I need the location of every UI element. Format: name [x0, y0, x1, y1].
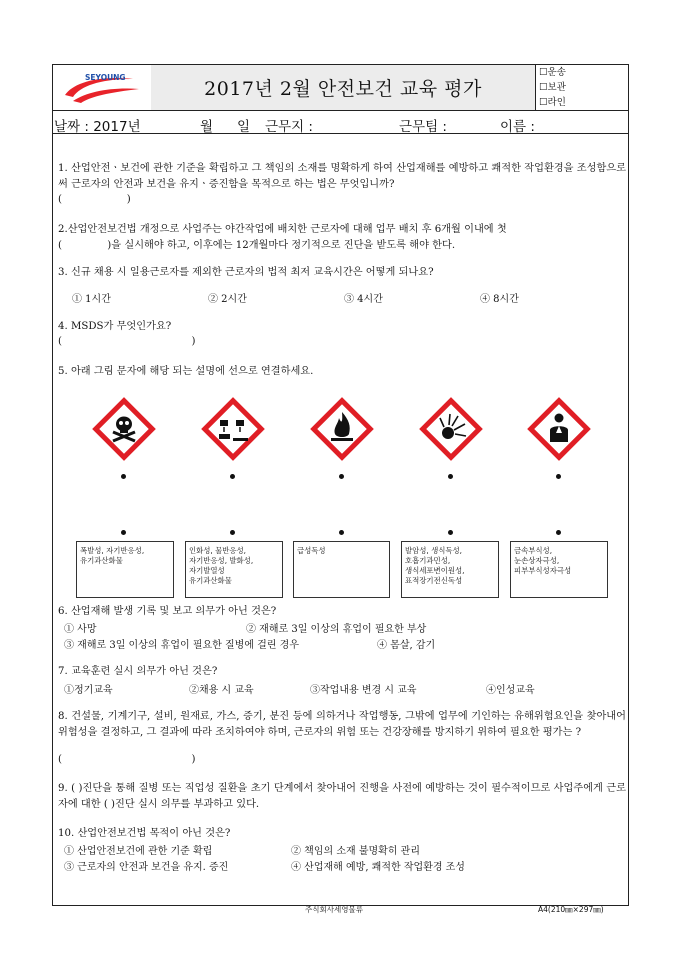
q3-option-2[interactable]: ② 2시간 [208, 294, 247, 305]
checkbox-storage[interactable]: ☐보관 [539, 82, 566, 93]
company-logo [53, 65, 152, 110]
description-dot[interactable] [448, 530, 453, 535]
name-label: 이름 : [500, 119, 535, 135]
corrosion-icon [200, 396, 266, 462]
checkbox-line[interactable]: ☐라인 [539, 97, 566, 108]
hazard-description-box: 금속부식성, 눈손상자극성, 피부부식성자극성 [510, 541, 608, 598]
description-dot[interactable] [556, 530, 561, 535]
question-1: 1. 산업안전ㆍ보건에 관한 기준을 확립하고 그 책임의 소재를 명확하게 하여 산업재해를 예방하고 쾌적한 작업환경을 조성함으로써 근로자의 안전과 보건을 유지ㆍ증진함을 목적으로 하는 법은 무엇입니까? [58, 163, 626, 190]
pictogram-dot[interactable] [339, 474, 344, 479]
question-9: 9. ( )진단을 통해 질병 또는 직업성 질환을 초기 단계에서 찾아내어 진행을 사전에 예방하는 것이 필수적이므로 사업주에게 근로자에 대한 ( )진단 실시 의무를 부과하고 있다. [58, 783, 626, 810]
hazard-description-box: 인화성, 물반응성, 자기반응성, 발화성, 자기발열성 유기과산화물 [185, 541, 283, 598]
q10-option-1[interactable]: ① 산업안전보건에 관한 기준 확립 [64, 846, 213, 857]
q6-option-1[interactable]: ① 사망 [64, 624, 97, 635]
header-table [52, 64, 629, 111]
question-7: 7. 교육훈련 실시 의무가 아닌 것은? [58, 666, 218, 677]
date-label: 날짜 : 2017년 [54, 119, 141, 135]
question-8-answer-blank[interactable]: ( ) [58, 754, 196, 765]
description-dot[interactable] [121, 530, 126, 535]
skull-crossbones-icon [91, 396, 157, 462]
q3-option-3[interactable]: ③ 4시간 [344, 294, 383, 305]
q7-option-4[interactable]: ④인성교육 [486, 685, 535, 696]
q7-option-3[interactable]: ③작업내용 변경 시 교육 [310, 685, 417, 696]
q10-option-2[interactable]: ② 책임의 소재 불명확히 관리 [291, 846, 420, 857]
question-5: 5. 아래 그림 문자에 해당 되는 설명에 선으로 연결하세요. [58, 366, 314, 377]
q3-option-4[interactable]: ④ 8시간 [480, 294, 519, 305]
pictogram-dot[interactable] [230, 474, 235, 479]
q7-option-1[interactable]: ①정기교육 [64, 685, 113, 696]
pictogram-dot[interactable] [448, 474, 453, 479]
hazard-description-box: 폭발성, 자기반응성, 유기과산화물 [76, 541, 174, 598]
footer-company: 주식회사세영물류 [305, 905, 363, 914]
q6-option-4[interactable]: ④ 몸살, 감기 [377, 640, 436, 651]
question-3: 3. 신규 채용 시 일용근로자를 제외한 근로자의 법적 최저 교육시간은 어떻게 되나요? [58, 267, 434, 278]
flame-icon [309, 396, 375, 462]
question-4-answer-blank[interactable]: ( ) [58, 336, 196, 347]
q3-option-1[interactable]: ① 1시간 [72, 294, 111, 305]
health-hazard-icon [526, 396, 592, 462]
q10-option-4[interactable]: ④ 산업재해 예방, 쾌적한 작업환경 조성 [291, 862, 465, 873]
question-2-line2: ( )을 실시해야 하고, 이후에는 12개월마다 정기적으로 진단을 받도록 해야 한다. [58, 240, 456, 251]
pictogram-dot[interactable] [556, 474, 561, 479]
exploding-bomb-icon [418, 396, 484, 462]
info-row [52, 112, 629, 134]
department-checkboxes [535, 65, 628, 110]
q6-option-2[interactable]: ② 재해로 3일 이상의 휴업이 필요한 부상 [246, 624, 427, 635]
pictogram-dot[interactable] [121, 474, 126, 479]
day-label: 일 [237, 119, 251, 135]
question-2-line1: 2.산업안전보건법 개정으로 사업주는 야간작업에 배치한 근로자에 대해 업무 배치 후 6개월 이내에 첫 [58, 224, 507, 235]
q7-option-2[interactable]: ②채용 시 교육 [189, 685, 254, 696]
team-label: 근무팀 : [399, 119, 447, 135]
workplace-label: 근무지 : [265, 119, 313, 135]
q6-option-3[interactable]: ③ 재해로 3일 이상의 휴업이 필요한 질병에 걸린 경우 [64, 640, 299, 651]
description-dot[interactable] [339, 530, 344, 535]
question-8: 8. 건설물, 기계기구, 설비, 원재료, 가스, 증기, 분진 등에 의하거나 작업행동, 그밖에 업무에 기인하는 유해위험요인을 찾아내어 위험성을 결정하고, 그 결과에 따라 조치하여야 하며, 근로자의 위험 또는 건강장해를 방지하기 위하여 필요한 평가는 ? [58, 711, 626, 738]
logo-text: SEYOUNG [85, 73, 126, 82]
question-10: 10. 산업안전보건법 목적이 아닌 것은? [58, 828, 231, 839]
month-label: 월 [200, 119, 214, 135]
checkbox-transport[interactable]: ☐운송 [539, 67, 566, 78]
document-title: 2017년 2월 안전보건 교육 평가 [151, 65, 536, 110]
description-dot[interactable] [230, 530, 235, 535]
q10-option-3[interactable]: ③ 근로자의 안전과 보건을 유지. 증진 [64, 862, 229, 873]
question-4: 4. MSDS가 무엇인가요? [58, 321, 172, 332]
question-6: 6. 산업재해 발생 기록 및 보고 의무가 아닌 것은? [58, 606, 277, 617]
footer-paper-size: A4(210㎜×297㎜) [538, 905, 604, 914]
question-1-answer-blank[interactable]: ( ) [58, 194, 131, 205]
hazard-description-box: 급성독성 [293, 541, 390, 598]
hazard-description-box: 발암성, 생식독성, 호흡기과민성, 생식세포변이원성, 표적장기전신독성 [401, 541, 499, 598]
